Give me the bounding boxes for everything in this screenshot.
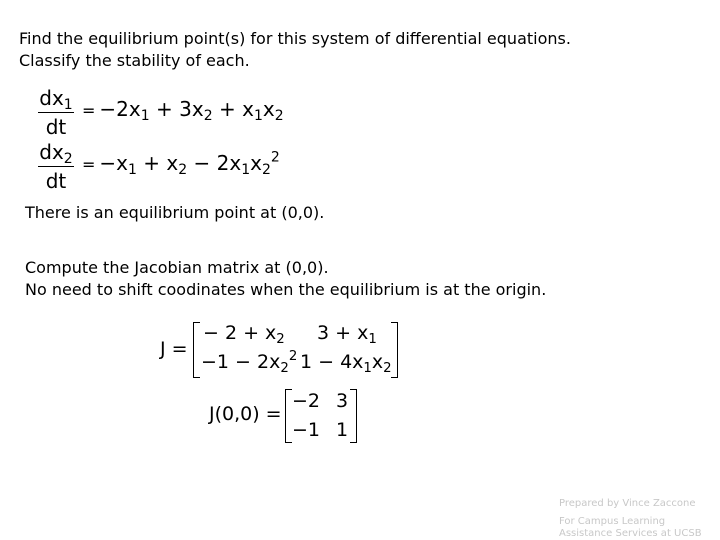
jacobian-intro-line-2: No need to shift coodinates when the equilibrium is at the origin. (25, 280, 547, 299)
jacobian-left-bracket (193, 322, 200, 378)
footer-credit-line-1: Prepared by Vince Zaccone (559, 498, 696, 509)
footer-credit-line-2: For Campus Learning (559, 516, 666, 527)
jacobian-eval-cell-12: 3 (336, 390, 349, 412)
jacobian-eval-right-bracket (350, 389, 357, 443)
footer-credit-line-3: Assistance Services at UCSB (559, 528, 702, 539)
jacobian-eval-cell-11: −2 (292, 390, 321, 412)
jacobian-eval-left-bracket (285, 389, 292, 443)
problem-line-1: Find the equilibrium point(s) for this system of differential equations. (19, 29, 571, 48)
equilibrium-statement: There is an equilibrium point at (0,0). (25, 203, 325, 222)
jacobian-eval-label: J(0,0) = (209, 403, 282, 425)
problem-line-2: Classify the stability of each. (19, 51, 250, 70)
jacobian-label: J = (160, 338, 188, 360)
jacobian-eval-cell-21: −1 (292, 419, 321, 441)
jacobian-right-bracket (391, 322, 398, 378)
jacobian-cell-11: − $2 + x_2$ (203, 322, 285, 347)
eq1-rhs: = $-2x_1 + 3x_2 + x_1x_2$ (82, 97, 284, 125)
eq1-derivative: $dx_1$ dt (39, 86, 73, 139)
eq2-rhs: = $-x_1 + x_2 - 2x_1x_2^2$ (82, 149, 280, 179)
jacobian-intro-line-1: Compute the Jacobian matrix at (0,0). (25, 258, 329, 277)
jacobian-cell-21: $-1 - 2x_2^2$ (201, 349, 298, 376)
eq2-derivative: $dx_2$ dt (39, 140, 73, 193)
jacobian-cell-22: $1 - 4x_1x_2$ (300, 351, 392, 376)
jacobian-cell-12: $3 + x_1$ (317, 322, 377, 347)
jacobian-eval-cell-22: 1 (336, 419, 349, 441)
